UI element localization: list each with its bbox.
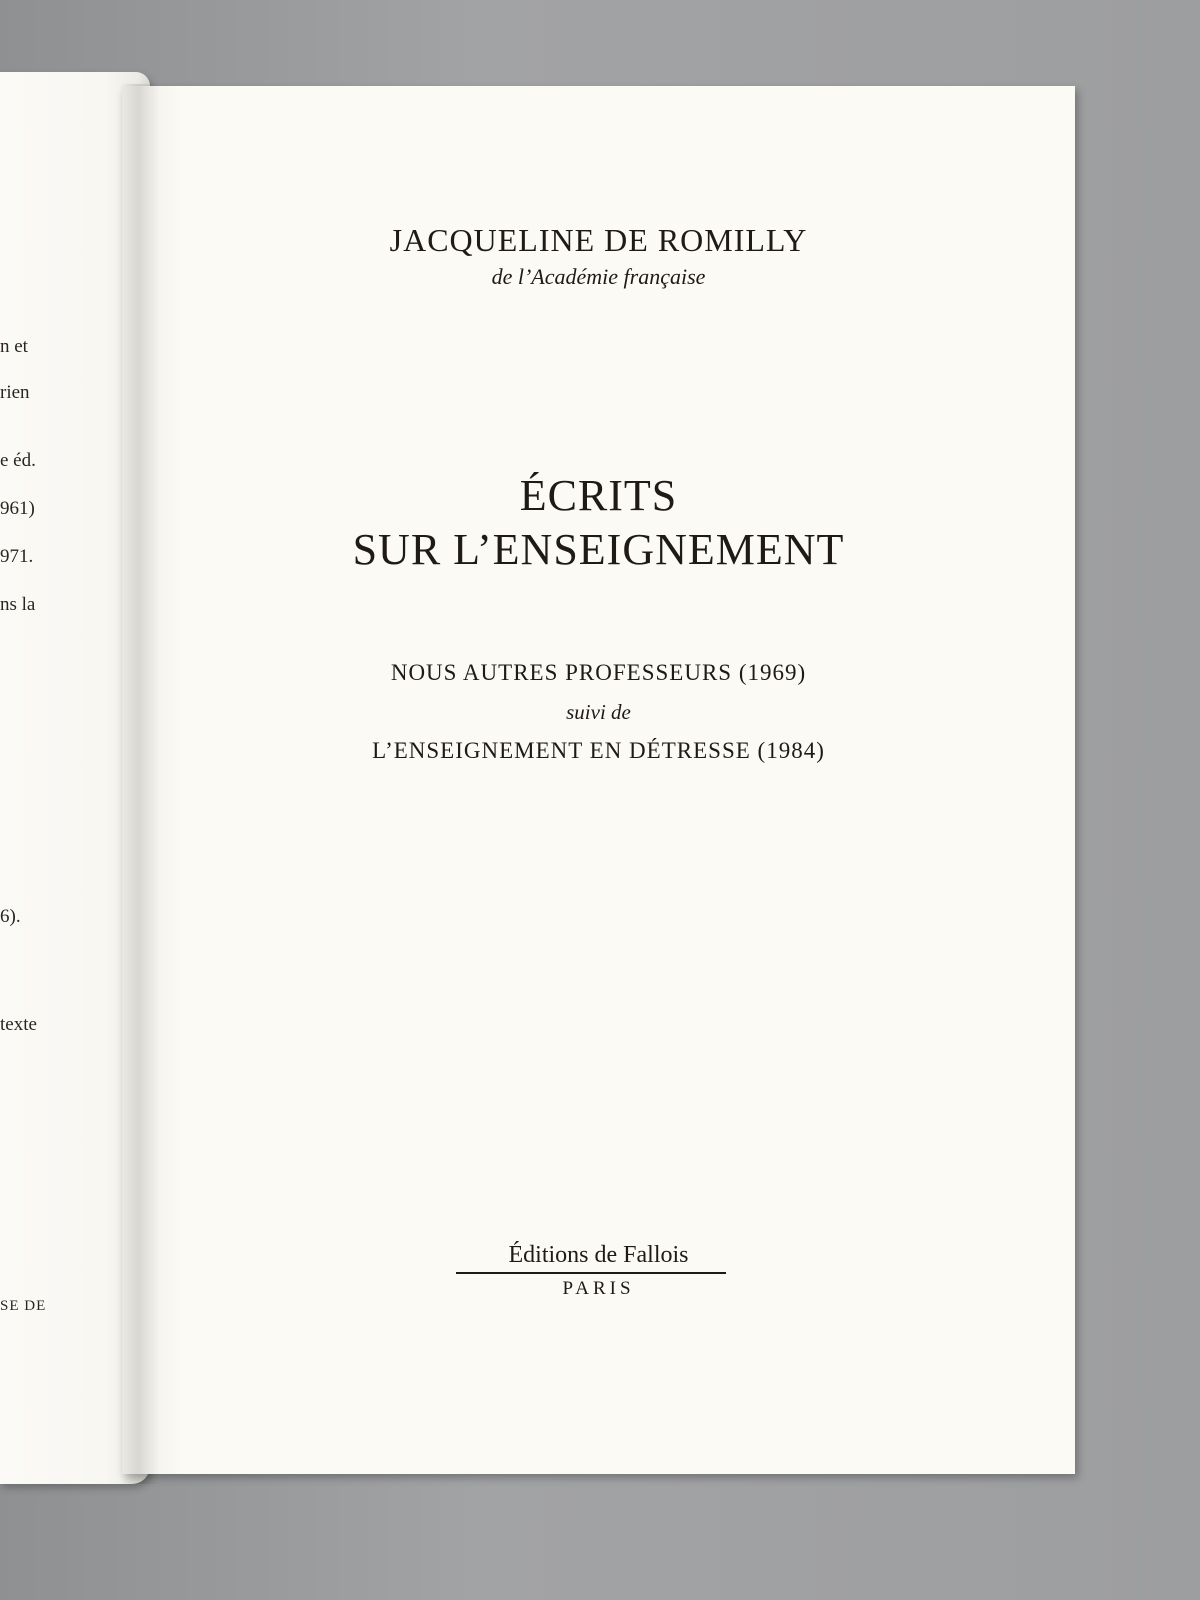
left-text-fragment: e éd. bbox=[0, 450, 36, 471]
left-text-fragment: 971. bbox=[0, 546, 34, 567]
left-text-fragment: n et bbox=[0, 336, 28, 357]
book-gutter bbox=[120, 84, 160, 1484]
book-title-line-2: SUR L’ENSEIGNEMENT bbox=[352, 525, 845, 574]
author-name: JACQUELINE DE ROMILLY bbox=[389, 222, 808, 258]
included-work-1: NOUS AUTRES PROFESSEURS (1969) bbox=[390, 660, 807, 685]
included-work-2: L’ENSEIGNEMENT EN DÉTRESSE (1984) bbox=[372, 738, 825, 763]
left-text-fragment: ns la bbox=[0, 594, 36, 615]
publisher-rule bbox=[456, 1272, 726, 1274]
publisher-city: PARIS bbox=[562, 1278, 635, 1299]
left-text-fragment: texte bbox=[0, 1014, 37, 1035]
author-affiliation: de l’Académie française bbox=[491, 264, 706, 289]
left-text-fragment: rien bbox=[0, 382, 30, 403]
book-title-line-1: ÉCRITS bbox=[519, 471, 678, 520]
left-text-fragment: SE DE bbox=[0, 1298, 47, 1314]
connector-text: suivi de bbox=[566, 700, 631, 724]
left-text-fragment: 6). bbox=[0, 906, 21, 927]
publisher-name: Éditions de Fallois bbox=[508, 1242, 689, 1268]
left-text-fragment: 961) bbox=[0, 498, 35, 519]
